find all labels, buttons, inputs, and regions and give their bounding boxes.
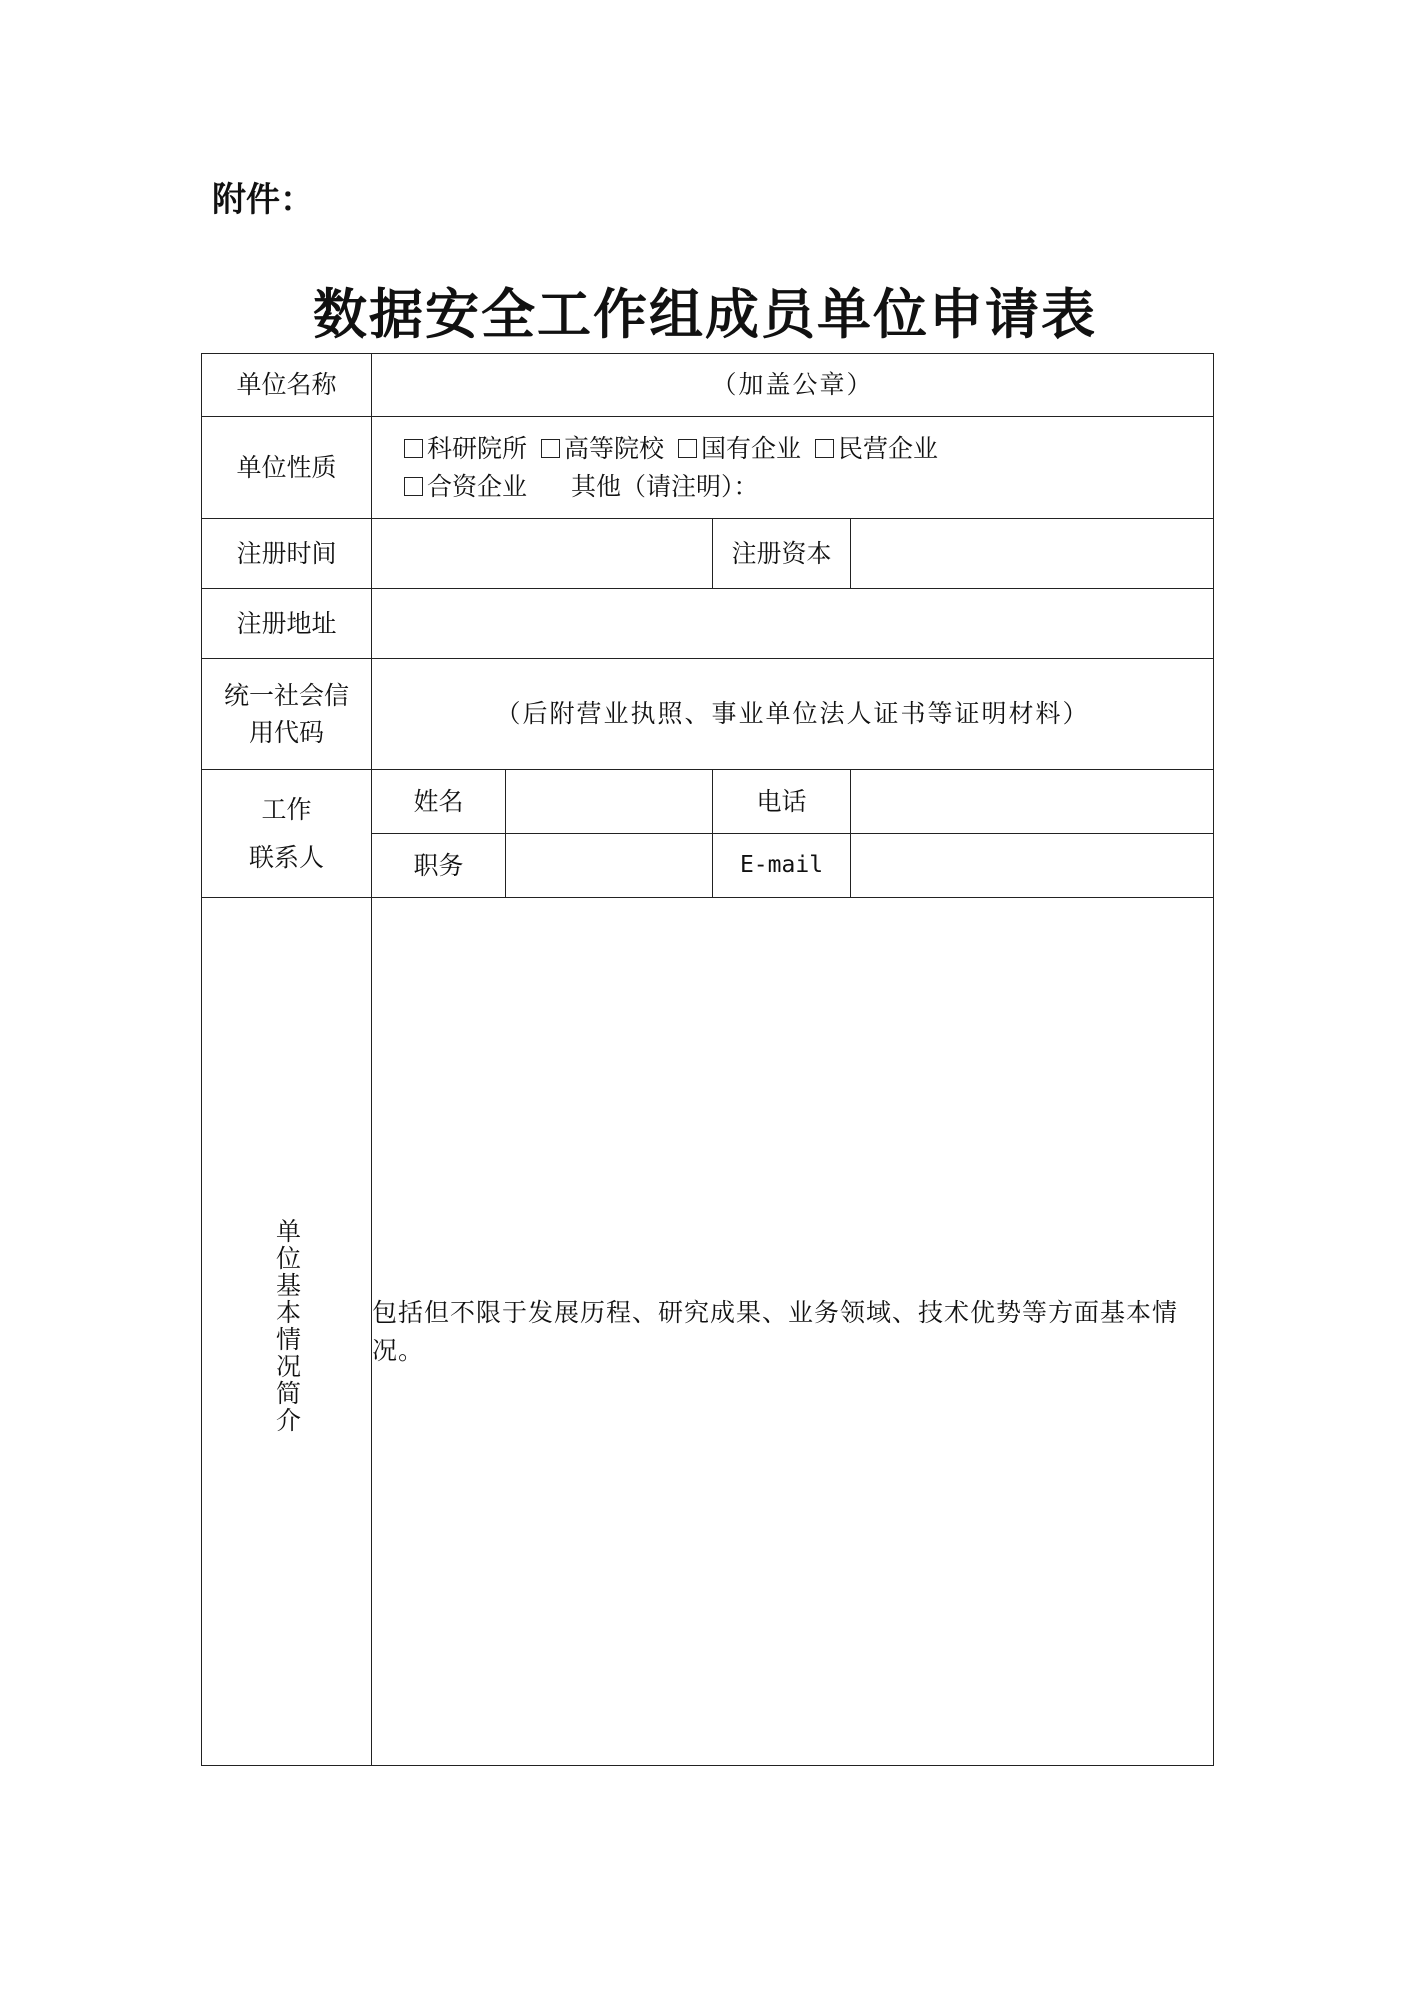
reg-capital-label: 注册资本 (713, 519, 851, 589)
contact-position-field[interactable] (506, 834, 713, 898)
contact-label-line2: 联系人 (248, 842, 324, 872)
row-registration (202, 519, 1214, 589)
option-other[interactable]: 其他（请注明）： (571, 471, 759, 501)
intro-label-cell (202, 898, 372, 1766)
credit-code-label-line2: 用代码 (248, 718, 324, 747)
option-research-institute[interactable]: 科研院所 (404, 434, 527, 463)
contact-email-label: E-mail (713, 834, 851, 898)
unit-name-field[interactable] (372, 354, 1214, 417)
contact-label-line1: 工作 (261, 795, 312, 824)
contact-label (202, 770, 372, 898)
document-title: 数据安全工作组成员单位申请表 (313, 282, 1097, 346)
credit-code-field[interactable] (372, 659, 1214, 770)
nature-options-line-1 (372, 430, 1213, 468)
credit-code-label (202, 659, 372, 770)
row-contact-1 (202, 770, 1214, 834)
option-joint-venture[interactable]: 合资企业 (404, 472, 527, 501)
contact-name-label: 姓名 (372, 770, 506, 834)
intro-label: 单位基本情况简介 (272, 1218, 302, 1435)
unit-name-label: 单位名称 (202, 354, 372, 417)
unit-nature-label: 单位性质 (202, 417, 372, 519)
application-form-table (201, 353, 1214, 1766)
reg-capital-field[interactable] (851, 519, 1214, 589)
credit-code-hint: （后附营业执照、事业单位法人证书等证明材料） (495, 699, 1090, 729)
checkbox-icon[interactable] (404, 477, 423, 496)
attachment-label: 附件： (212, 180, 314, 220)
unit-nature-field (372, 417, 1214, 519)
contact-phone-label: 电话 (713, 770, 851, 834)
contact-name-field[interactable] (506, 770, 713, 834)
option-university[interactable]: 高等院校 (541, 434, 664, 463)
row-intro (202, 898, 1214, 1766)
intro-field[interactable] (372, 898, 1214, 1766)
intro-hint: 包括但不限于发展历程、研究成果、业务领域、技术优势等方面基本情况。 (372, 1298, 1179, 1365)
reg-time-label: 注册时间 (202, 519, 372, 589)
credit-code-label-line1: 统一社会信 (223, 680, 349, 710)
contact-phone-field[interactable] (851, 770, 1214, 834)
reg-address-field[interactable] (372, 589, 1214, 659)
option-private[interactable]: 民营企业 (815, 434, 938, 463)
checkbox-icon[interactable] (678, 439, 697, 458)
reg-time-field[interactable] (372, 519, 713, 589)
option-state-owned[interactable]: 国有企业 (678, 434, 801, 463)
row-credit-code (202, 659, 1214, 770)
row-unit-nature (202, 417, 1214, 519)
checkbox-icon[interactable] (404, 439, 423, 458)
checkbox-icon[interactable] (541, 439, 560, 458)
unit-name-hint: （加盖公章） (711, 370, 874, 400)
reg-address-label: 注册地址 (202, 589, 372, 659)
row-reg-address (202, 589, 1214, 659)
contact-position-label: 职务 (372, 834, 506, 898)
row-unit-name (202, 354, 1214, 417)
checkbox-icon[interactable] (815, 439, 834, 458)
nature-options-line-2 (372, 468, 1213, 506)
contact-email-field[interactable] (851, 834, 1214, 898)
